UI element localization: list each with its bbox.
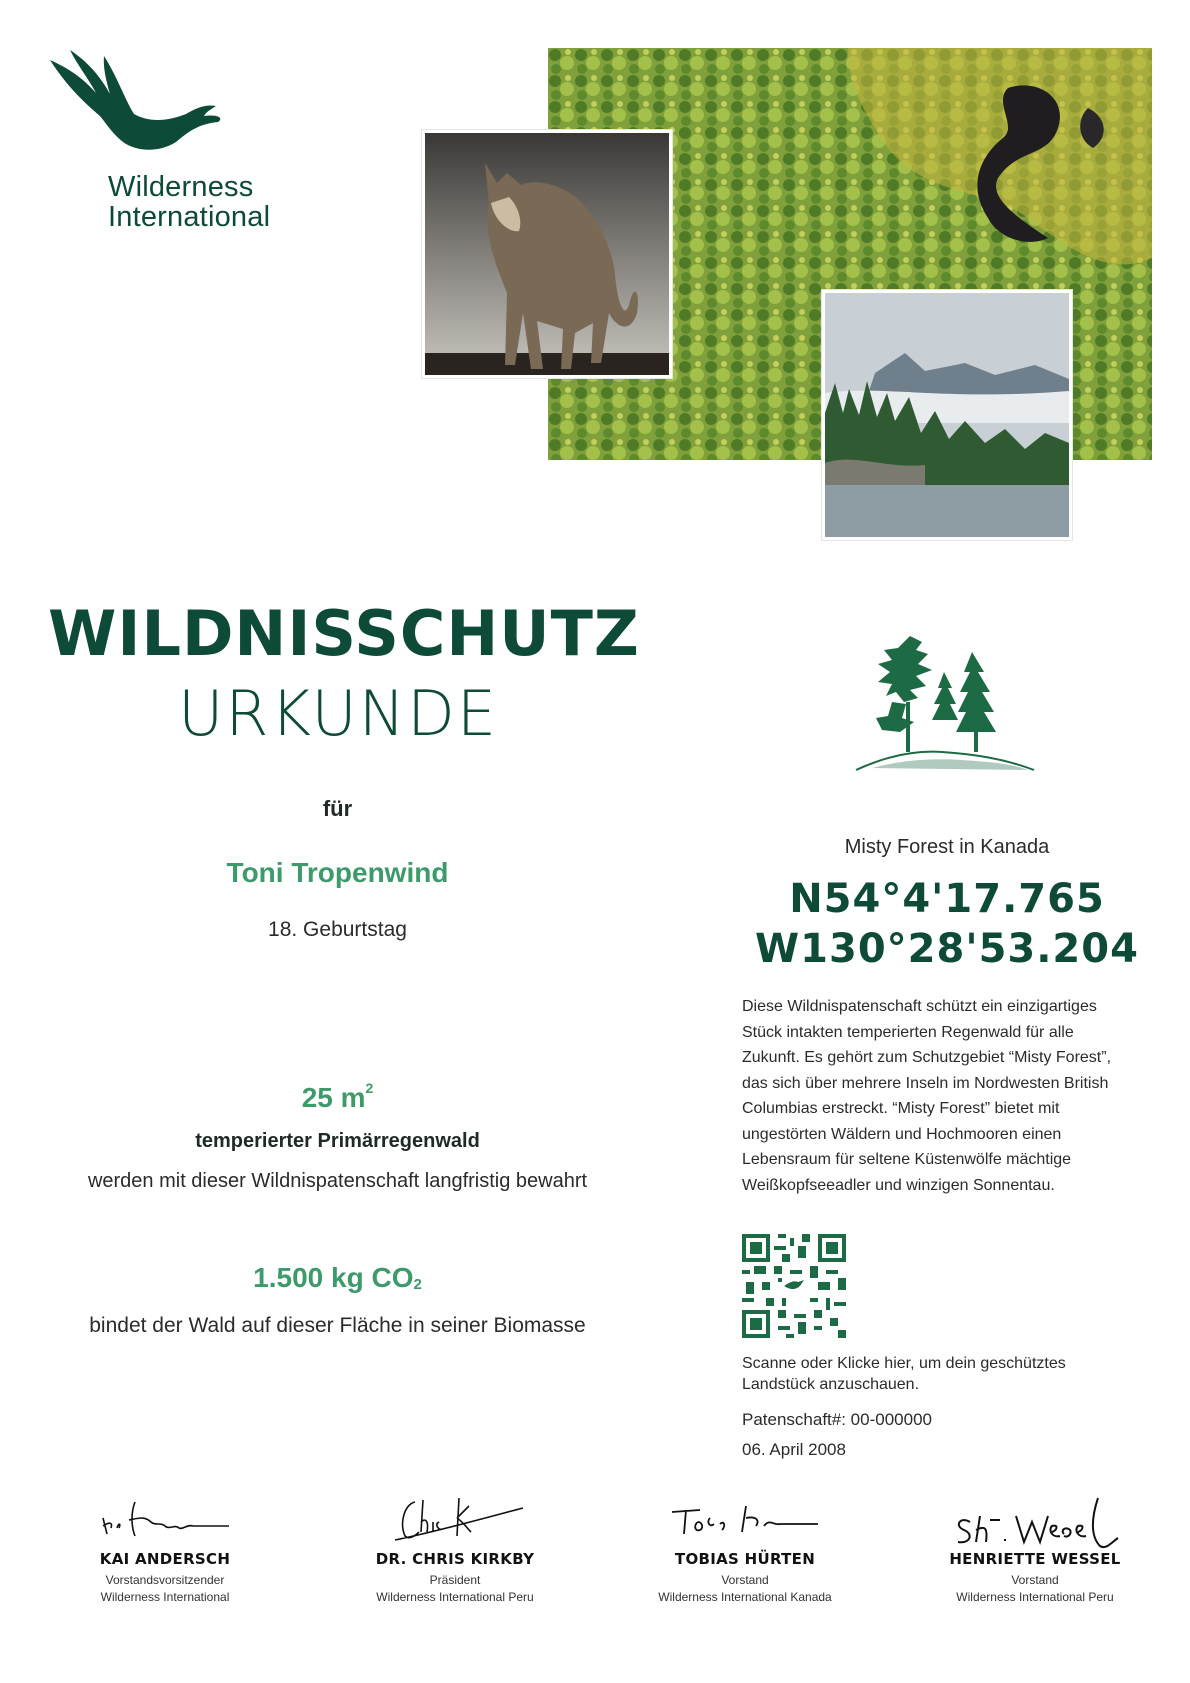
brand-name <box>108 172 270 232</box>
signatory-org: Wilderness International Peru <box>376 1590 534 1604</box>
forest-island-icon <box>852 632 1037 777</box>
brand-line-2: International <box>108 201 271 233</box>
area-value <box>40 1080 635 1114</box>
signatory-title: Vorstand <box>1011 1573 1059 1587</box>
signature-block-3 <box>600 1492 890 1606</box>
signatory-role <box>310 1572 600 1606</box>
signatory-role <box>890 1572 1180 1606</box>
handwritten-signature <box>940 1492 1130 1556</box>
signatory-org: Wilderness International Kanada <box>658 1590 832 1604</box>
wolf-photo <box>422 130 672 378</box>
co2-number: 1.500 kg CO <box>253 1262 414 1293</box>
coordinate-longitude: W130°28'53.204 <box>755 926 1139 972</box>
signatory-title: Vorstandsvorsitzender <box>105 1573 225 1587</box>
certificate-title: WILDNISSCHUTZ <box>48 597 640 670</box>
signatory-title: Präsident <box>429 1573 481 1587</box>
brand-line-1: Wilderness <box>108 171 254 203</box>
area-number: 25 m <box>301 1082 366 1113</box>
signatory-role <box>600 1572 890 1606</box>
certificate-subtitle: URKUNDE <box>177 677 499 750</box>
signature-block-1 <box>20 1492 310 1606</box>
signatory-org: Wilderness International Peru <box>956 1590 1114 1604</box>
coast-forest-photo <box>822 290 1072 540</box>
location-name: Misty Forest in Kanada <box>844 836 1050 858</box>
recipient-name: Toni Tropenwind <box>226 857 449 888</box>
handwritten-signature <box>660 1492 830 1544</box>
qr-scan-instruction[interactable]: Scanne oder Klicke hier, um dein geschütztes Landstück anzuschauen. <box>742 1355 1066 1393</box>
location-description: Diese Wildnispatenschaft schützt ein einzigartiges Stück intakten temperierten Regenwald für alle Zukunft. Es gehört zum Schutzgebiet “Misty Forest”, das sich über mehrere Inseln im Nordwesten British Columbias erstreckt. “Misty Forest” bietet mit ungestörten Wäldern und Hochmooren einen Lebensraum für seltene Küstenwölfe mächtige Weißkopfseeadler und winzigen Sonnentau. <box>742 998 1112 1194</box>
signatory-title: Vorstand <box>721 1573 769 1587</box>
co2-value <box>40 1262 635 1294</box>
biomass-text: bindet der Wald auf dieser Fläche in seiner Biomasse <box>89 1314 586 1337</box>
co2-subscript: 2 <box>413 1276 422 1293</box>
area-exponent: 2 <box>365 1080 374 1096</box>
handwritten-signature <box>85 1492 245 1544</box>
eagle-icon <box>48 48 248 158</box>
signatory-org: Wilderness International <box>100 1590 230 1604</box>
signatory-role <box>20 1572 310 1606</box>
signatory-name: DR. CHRIS KIRKBY <box>375 1550 535 1568</box>
signature-block-4 <box>890 1492 1180 1606</box>
forest-type: temperierter Primärregenwald <box>195 1130 480 1152</box>
occasion: 18. Geburtstag <box>268 918 407 941</box>
coordinate-latitude: N54°4'17.765 <box>789 876 1105 922</box>
signatory-name: TOBIAS HÜRTEN <box>674 1550 816 1568</box>
certificate-date: 06. April 2008 <box>742 1440 846 1459</box>
for-label: für <box>322 796 353 821</box>
signatory-name: HENRIETTE WESSEL <box>949 1550 1121 1568</box>
preserve-text: werden mit dieser Wildnispatenschaft langfristig bewahrt <box>87 1170 588 1192</box>
handwritten-signature <box>375 1492 535 1544</box>
sponsorship-number: Patenschaft#: 00-000000 <box>742 1410 932 1429</box>
signatory-name: KAI ANDERSCH <box>99 1550 231 1568</box>
qr-code-icon[interactable] <box>742 1234 846 1338</box>
signature-block-2 <box>310 1492 600 1606</box>
